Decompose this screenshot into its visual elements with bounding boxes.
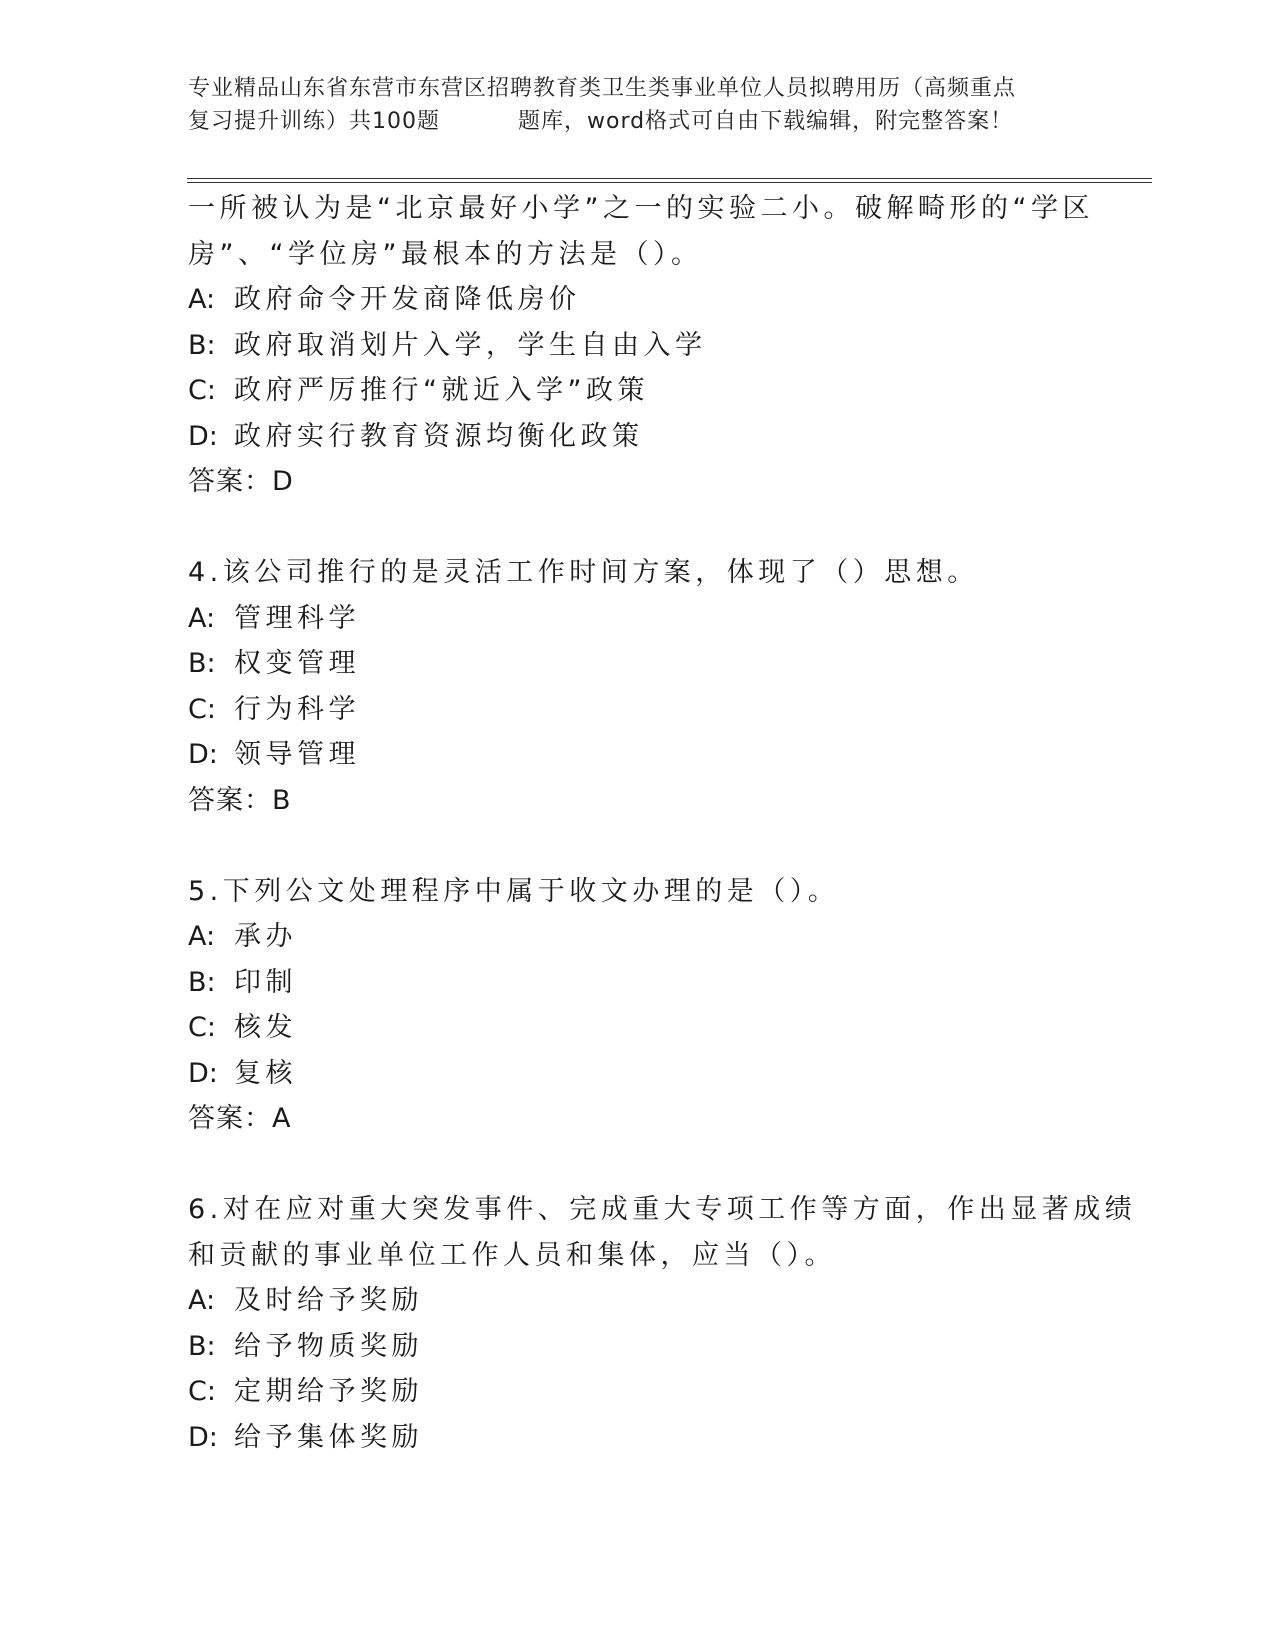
question-stem-line: 房”、“学位房”最根本的方法是（）。 bbox=[188, 238, 703, 270]
answer-line: 答案：B bbox=[188, 784, 292, 816]
question-spacer bbox=[188, 823, 1088, 869]
header-title-line-2 bbox=[188, 105, 1088, 138]
option-text: 行为科学 bbox=[234, 693, 360, 725]
question-block bbox=[188, 550, 1088, 823]
option-text: 权变管理 bbox=[234, 648, 360, 679]
option-letter: A: bbox=[188, 602, 216, 634]
question-block bbox=[188, 1187, 1137, 1460]
answer-line: 答案：D bbox=[188, 466, 294, 497]
option-letter: B: bbox=[188, 329, 216, 361]
question-spacer bbox=[188, 1142, 1088, 1188]
option-text: 承办 bbox=[234, 921, 297, 952]
option-d bbox=[188, 1051, 1088, 1097]
question-list bbox=[188, 186, 1137, 1460]
option-text: 政府实行教育资源均衡化政策 bbox=[234, 420, 644, 452]
option-text: 及时给予奖励 bbox=[234, 1285, 423, 1316]
header-divider-top bbox=[187, 178, 1152, 179]
option-a bbox=[188, 1278, 1088, 1324]
option-text: 给予集体奖励 bbox=[234, 1421, 423, 1453]
question-stem-line: 5.下列公文处理程序中属于收文办理的是（）。 bbox=[188, 875, 840, 907]
question-stem-line: 4.该公司推行的是灵活工作时间方案，体现了（）思想。 bbox=[188, 557, 979, 588]
option-c bbox=[188, 687, 1088, 733]
option-b bbox=[188, 323, 1088, 369]
question-stem-line: 一所被认为是“北京最好小学”之一的实验二小。破解畸形的“学区 bbox=[188, 193, 1094, 224]
option-b bbox=[188, 1324, 1088, 1370]
question-stem-line: 和贡献的事业单位工作人员和集体，应当（）。 bbox=[188, 1239, 836, 1271]
option-letter: B: bbox=[188, 966, 216, 998]
option-d bbox=[188, 1415, 1088, 1461]
option-b bbox=[188, 960, 1088, 1006]
option-a bbox=[188, 277, 1088, 323]
option-letter: A: bbox=[188, 921, 216, 952]
option-letter: D: bbox=[188, 1421, 218, 1453]
header-title-right: 题库，word格式可自由下载编辑，附完整答案！ bbox=[518, 109, 1014, 134]
header-divider-bottom bbox=[187, 182, 1152, 183]
document-header bbox=[188, 72, 1088, 138]
option-d bbox=[188, 732, 1088, 778]
option-text: 给予物质奖励 bbox=[234, 1330, 423, 1362]
option-letter: B: bbox=[188, 648, 216, 679]
option-c bbox=[188, 1005, 1088, 1051]
option-text: 管理科学 bbox=[234, 602, 360, 634]
option-b bbox=[188, 641, 1088, 687]
option-letter: C: bbox=[188, 375, 216, 406]
option-text: 领导管理 bbox=[234, 739, 360, 770]
question-spacer bbox=[188, 505, 1088, 551]
option-a bbox=[188, 596, 1088, 642]
option-text: 政府严厉推行“就近入学”政策 bbox=[234, 375, 649, 406]
option-letter: A: bbox=[188, 284, 216, 315]
option-c bbox=[188, 368, 1088, 414]
option-letter: D: bbox=[188, 739, 218, 770]
option-text: 核发 bbox=[234, 1012, 297, 1043]
option-letter: D: bbox=[188, 420, 218, 452]
question-block bbox=[188, 869, 1088, 1142]
option-letter: A: bbox=[188, 1285, 216, 1316]
option-d bbox=[188, 414, 1088, 460]
option-c bbox=[188, 1369, 1088, 1415]
question-stem-line: 6.对在应对重大突发事件、完成重大专项工作等方面，作出显著成绩 bbox=[188, 1194, 1137, 1225]
option-text: 定期给予奖励 bbox=[234, 1376, 423, 1407]
answer-line: 答案：A bbox=[188, 1103, 292, 1134]
option-letter: C: bbox=[188, 693, 216, 725]
header-title-left: 复习提升训练）共100题 bbox=[188, 109, 440, 134]
header-title-line-1: 专业精品山东省东营市东营区招聘教育类卫生类事业单位人员拟聘用历（高频重点 bbox=[188, 76, 1017, 101]
option-letter: C: bbox=[188, 1012, 216, 1043]
option-text: 政府取消划片入学，学生自由入学 bbox=[234, 329, 707, 361]
option-text: 印制 bbox=[234, 966, 297, 998]
option-letter: B: bbox=[188, 1330, 216, 1362]
option-letter: D: bbox=[188, 1057, 218, 1089]
option-text: 政府命令开发商降低房价 bbox=[234, 284, 581, 315]
option-letter: C: bbox=[188, 1376, 216, 1407]
question-block bbox=[188, 186, 1094, 505]
option-a bbox=[188, 914, 1088, 960]
option-text: 复核 bbox=[234, 1057, 297, 1089]
